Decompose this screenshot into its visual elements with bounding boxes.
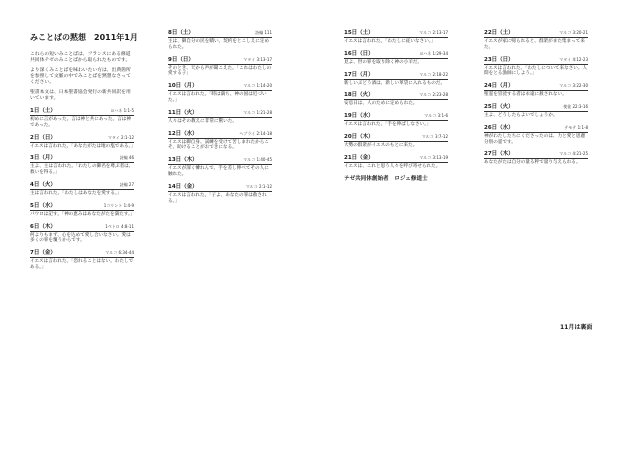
entry-header bbox=[30, 106, 134, 116]
entry bbox=[168, 55, 272, 78]
entry-header bbox=[168, 108, 272, 118]
entry-day: 8日（土） bbox=[168, 30, 194, 36]
entry bbox=[30, 106, 134, 129]
entry-day: 27日（木） bbox=[484, 151, 514, 158]
entry-ref: マルコ 2:23-28 bbox=[419, 92, 448, 98]
special-heading: テゼ共同体創始者 ロジェ修道士 bbox=[344, 175, 428, 182]
entry-text: イエスは言われた。「時は満ち、神の国は近づいた。」 bbox=[168, 92, 267, 103]
entry bbox=[30, 222, 134, 245]
entry-header bbox=[344, 70, 448, 80]
entry-day: 18日（火） bbox=[344, 92, 374, 99]
entry-ref: マルコ 2:18-22 bbox=[419, 71, 448, 77]
entry-header bbox=[484, 102, 588, 112]
entry-header bbox=[168, 129, 272, 139]
entry-ref: 詩編 27 bbox=[119, 181, 134, 187]
entry bbox=[168, 182, 272, 205]
entry-day: 26日（水） bbox=[484, 124, 514, 131]
entry-text: 主よ、どうしたらよいでしょうか。 bbox=[484, 112, 558, 118]
entry-ref: マルコ 3:20-21 bbox=[559, 30, 588, 35]
entry-header bbox=[344, 132, 448, 142]
entry-ref: ヘブライ 2:14-18 bbox=[239, 130, 272, 136]
entry-header bbox=[30, 180, 134, 190]
entry-day: 25日（火） bbox=[484, 103, 514, 110]
entry-header bbox=[30, 153, 134, 163]
entry-text: あなたがたは自分の量る秤で量り与えられる。 bbox=[484, 160, 581, 166]
entry-ref: マルコ 3:1-6 bbox=[424, 113, 448, 119]
entry bbox=[168, 81, 272, 104]
entry-header bbox=[30, 201, 134, 211]
entry-ref: マタイ 4:12-23 bbox=[559, 56, 588, 62]
entry-day: 13日（木） bbox=[168, 157, 198, 164]
entry-ref: 詩編 46 bbox=[119, 155, 134, 161]
entry-text: イエスは言われた。「わたしについて来なさい。人間をとる漁師にしよう。」 bbox=[484, 65, 588, 77]
entry-day: 23日（日） bbox=[484, 56, 514, 63]
entry-header bbox=[168, 28, 272, 38]
entry bbox=[30, 248, 134, 271]
entry bbox=[30, 133, 134, 150]
entry-ref: マルコ 3:7-12 bbox=[421, 133, 448, 139]
entry-text: 主は言われた。「わたしはあなたを愛する。」 bbox=[30, 190, 122, 196]
intro-paragraph-2: より深くみことばを味わいたい方は、出典箇所を参照して文脈の中でみことばを黙想なさってください。 bbox=[30, 68, 131, 85]
entry-text: イエスは言われた。「恐れることはない。わたしである。」 bbox=[30, 259, 134, 270]
entry-ref: 使徒 22:3-16 bbox=[563, 103, 588, 109]
entry-text: イエスは言われた。「手を伸ばしなさい。」 bbox=[344, 122, 432, 128]
entry-ref: マルコ 2:13-17 bbox=[419, 30, 448, 35]
entry-header bbox=[484, 149, 588, 159]
entry-text: 何よりもまず、心を込めて愛し合いなさい。愛は多くの罪を覆うからです。 bbox=[30, 232, 131, 244]
column-1 bbox=[30, 52, 134, 275]
entry bbox=[168, 129, 272, 152]
entry-ref: マルコ 4:21-25 bbox=[559, 151, 588, 157]
entry-day: 14日（金） bbox=[168, 183, 198, 190]
entry-ref: ヨハネ 1:29-34 bbox=[419, 50, 448, 56]
entry-header bbox=[484, 55, 588, 65]
entry bbox=[344, 70, 448, 87]
entry-text: イエスは言われた。「わたしに従いなさい。」 bbox=[344, 39, 436, 44]
entry-text: イエスは言われた。「子よ、あなたの罪は赦される。」 bbox=[168, 192, 267, 204]
entry-day: 4日（火） bbox=[30, 181, 56, 188]
entry bbox=[484, 102, 588, 119]
entry-header bbox=[168, 55, 272, 65]
entry bbox=[484, 149, 588, 166]
entry-ref: マタイ 3:13-17 bbox=[243, 56, 272, 62]
intro-paragraph-1: これらの短いみことばは、フランスにある修道共同体テゼのみことばから取られたものです。 bbox=[30, 52, 131, 63]
entry-day: 21日（金） bbox=[344, 154, 374, 161]
entry-text: 聖霊を冒涜する者は永遠に赦されない。 bbox=[484, 92, 567, 98]
page-title: みことばの黙想 2011年1月 bbox=[30, 33, 138, 42]
entry-day: 1日（土） bbox=[30, 108, 56, 114]
entry-ref: 1ペトロ 4:8-11 bbox=[105, 223, 134, 229]
entry-ref: テモテ 1:1-8 bbox=[564, 124, 588, 130]
entry-header bbox=[344, 28, 448, 38]
entry-text: 主は、御自分の民を贖い、契約をとこしえに定められた。 bbox=[168, 39, 270, 50]
entry bbox=[30, 153, 134, 176]
entry-text: イエスが深く憐れんで、手を差し伸べてその人に触れた。 bbox=[168, 166, 269, 177]
entry-day: 7日（金） bbox=[30, 250, 56, 257]
entry bbox=[30, 201, 134, 218]
entry-day: 20日（木） bbox=[344, 133, 374, 140]
intro-paragraph-3: 聖書本文は、日本聖書協会発行の新共同訳を用いています。 bbox=[30, 90, 131, 101]
entry-ref: マルコ 6:34-44 bbox=[105, 250, 134, 256]
entry bbox=[344, 132, 448, 149]
entry-header bbox=[168, 182, 272, 192]
entry-text: 見よ、世の罪を取り除く神の小羊だ。 bbox=[344, 59, 423, 65]
entry-day: 19日（水） bbox=[344, 113, 374, 120]
entry-header bbox=[484, 81, 588, 91]
entry-ref: 1コリント 1:4-9 bbox=[103, 202, 134, 208]
entry bbox=[344, 90, 448, 107]
entry-day: 15日（土） bbox=[344, 30, 374, 36]
entry bbox=[344, 111, 448, 128]
entry-day: 3日（月） bbox=[30, 155, 56, 162]
entry-ref: マルコ 1:21-28 bbox=[243, 109, 272, 115]
entry bbox=[484, 81, 588, 98]
entry bbox=[168, 155, 272, 178]
entry-text: 人々はその教えに非常に驚いた。 bbox=[168, 118, 237, 124]
entry-header bbox=[30, 133, 134, 143]
entry-header bbox=[30, 222, 134, 232]
entry bbox=[30, 180, 134, 197]
entry-text: 主よ、主は言われた。「わたしの御名を尊ぶ者は、救いを得る。」 bbox=[30, 164, 134, 176]
entry-day: 9日（日） bbox=[168, 56, 194, 63]
entry-ref: 詩編 111 bbox=[255, 30, 272, 35]
entry-text: 神がわたしたちにくださったのは、力と愛と思慮分別の霊です。 bbox=[484, 133, 586, 145]
entry bbox=[168, 28, 272, 51]
entry bbox=[484, 123, 588, 146]
entry-text: 新しいぶどう酒は、新しい革袋に入れるものだ。 bbox=[344, 80, 446, 86]
entry-header bbox=[168, 81, 272, 91]
entry-day: 6日（木） bbox=[30, 223, 56, 230]
entry-header bbox=[30, 248, 134, 258]
entry-day: 22日（土） bbox=[484, 30, 514, 36]
entry-text: 初めに言があった。言は神と共にあった。言は神であった。 bbox=[30, 117, 131, 128]
entry bbox=[344, 49, 448, 66]
entry-ref: マルコ 3:13-19 bbox=[419, 154, 448, 160]
entry-ref: マルコ 2:1-12 bbox=[245, 183, 272, 189]
entry-header bbox=[168, 155, 272, 165]
entry-text: 安息日は、人のために定められた。 bbox=[344, 101, 418, 107]
column-2 bbox=[168, 28, 272, 208]
entry-day: 2日（日） bbox=[30, 134, 56, 141]
entry-header bbox=[484, 123, 588, 133]
entry bbox=[484, 28, 588, 51]
entry-header bbox=[344, 111, 448, 121]
entry bbox=[168, 108, 272, 125]
entry-day: 16日（日） bbox=[344, 50, 374, 57]
entry-day: 10日（月） bbox=[168, 83, 198, 90]
entry-text: 大勢の群衆がイエスのもとに来た。 bbox=[344, 142, 418, 148]
entry-header bbox=[484, 28, 588, 38]
entry bbox=[344, 28, 448, 45]
entry-text: イエスは御自身、試練を受けて苦しまれたからこそ、助けることがおできになる。 bbox=[168, 139, 269, 151]
entry-ref: ヨハネ 1:1-5 bbox=[110, 108, 134, 113]
footer-note: 11月は裏面 bbox=[560, 324, 593, 331]
entry-header bbox=[344, 153, 448, 163]
entry-header bbox=[344, 90, 448, 100]
entry-text: イエスが家に帰られると、群衆がまた集まって来た。 bbox=[484, 39, 585, 50]
entry-text: そのとき、天から声が聞こえた。「これはわたしの愛する子」 bbox=[168, 65, 272, 77]
entry-day: 12日（水） bbox=[168, 130, 198, 137]
entry-day: 5日（水） bbox=[30, 202, 56, 209]
entry-day: 11日（火） bbox=[168, 109, 198, 116]
entry-text: イエスは言われた。「あなたがたは地の塩である。」 bbox=[30, 143, 136, 149]
entry-ref: マルコ 1:14-20 bbox=[243, 83, 272, 89]
entry-ref: マタイ 2:1-12 bbox=[107, 134, 134, 140]
entry-text: イエスは、これと思う人々を呼び寄せられた。 bbox=[344, 163, 441, 169]
entry-day: 17日（月） bbox=[344, 71, 374, 78]
entry bbox=[484, 55, 588, 78]
column-3 bbox=[344, 28, 448, 183]
entry-day: 24日（月） bbox=[484, 83, 514, 90]
entry-header bbox=[344, 49, 448, 59]
entry-ref: マルコ 3:22-30 bbox=[559, 83, 588, 89]
entry-ref: マルコ 1:40-45 bbox=[243, 157, 272, 163]
entry bbox=[344, 153, 448, 170]
column-4 bbox=[484, 28, 588, 170]
entry-text: パウロは記す。「神の恵みはあなたがたを満たす。」 bbox=[30, 211, 135, 217]
